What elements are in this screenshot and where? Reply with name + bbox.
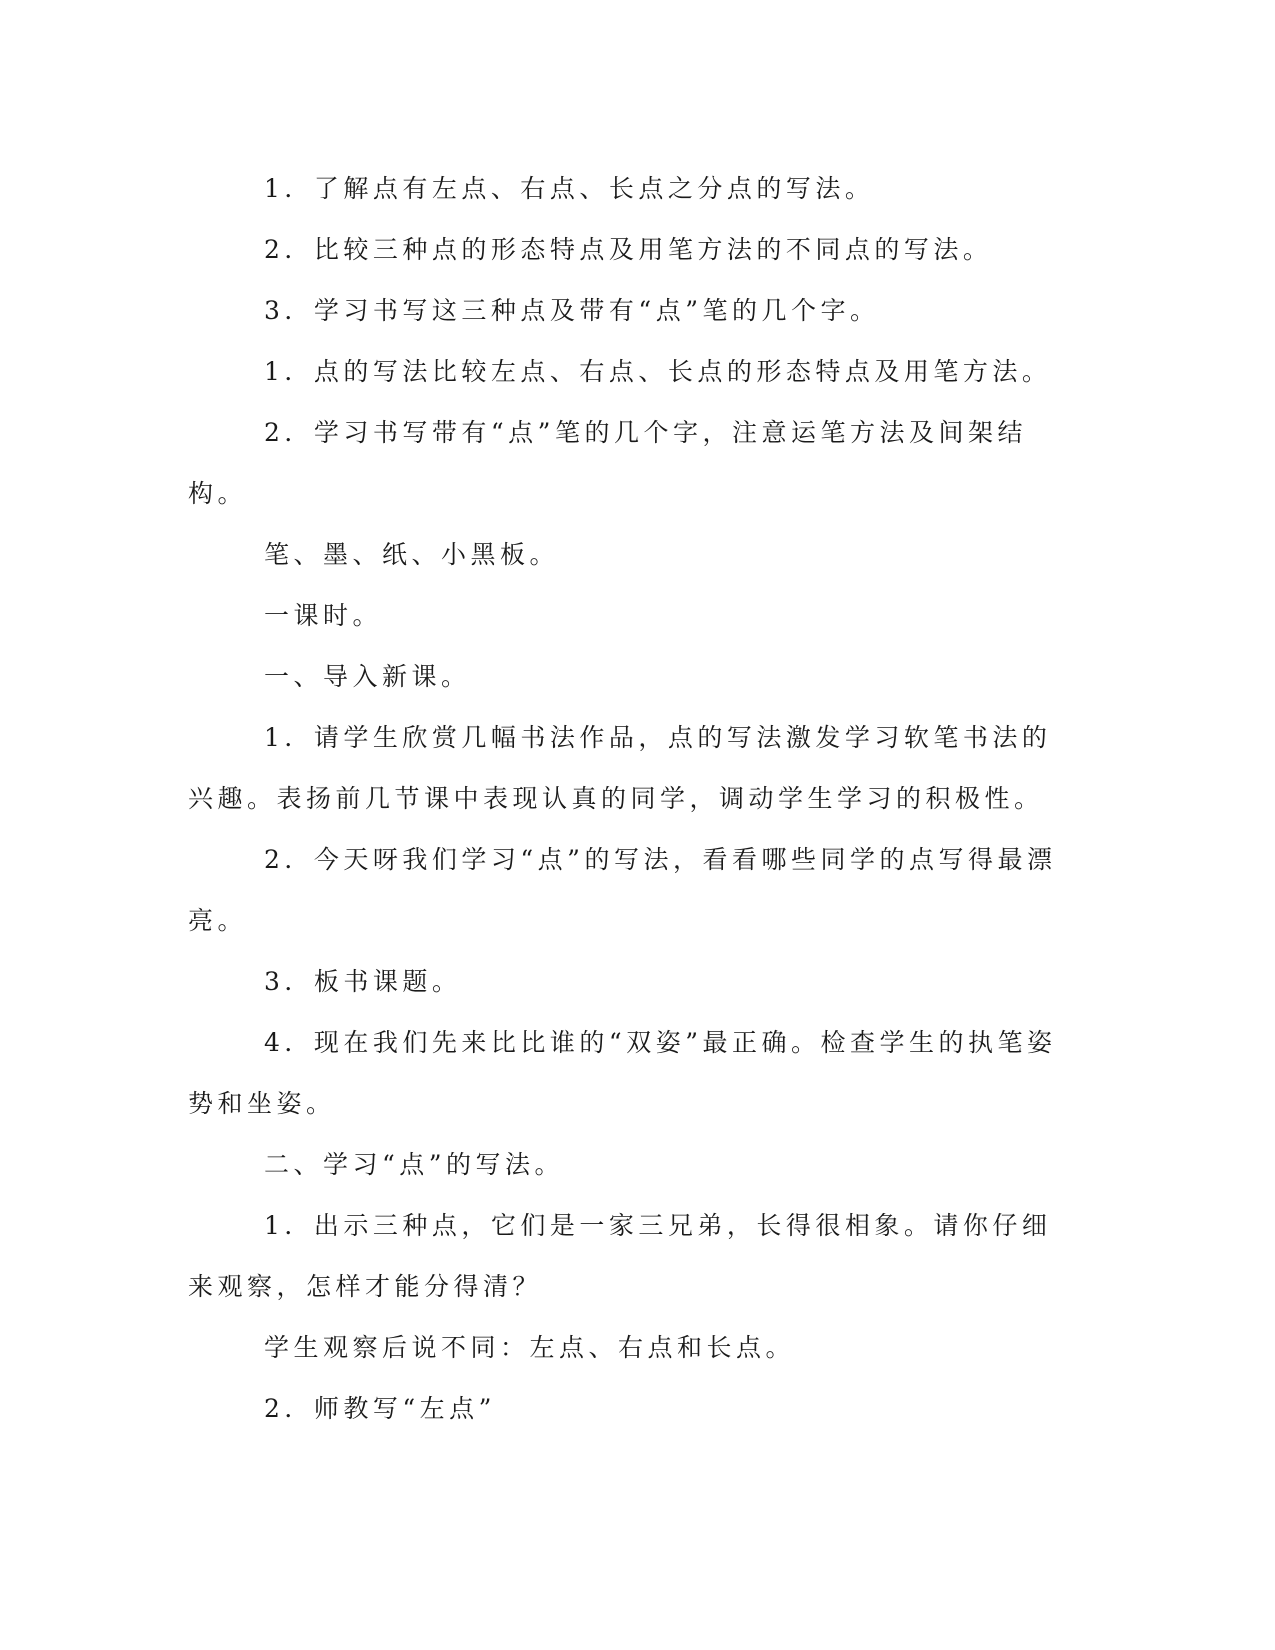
key-point-paragraph-2: 2．学习书写带有“点”笔的几个字，注意运笔方法及间架结构。	[188, 418, 1027, 508]
objective-paragraph-2: 2．比较三种点的形态特点及用笔方法的不同点的写法。	[264, 235, 993, 264]
intro-step-4: 4．现在我们先来比比谁的“双姿”最正确。检查学生的执笔姿势和坐姿。	[188, 1028, 1057, 1118]
objective-paragraph-1: 1．了解点有左点、右点、长点之分点的写法。	[264, 174, 875, 203]
dot-writing-step-2: 2．师教写“左点”	[264, 1394, 496, 1423]
materials-paragraph: 笔、墨、纸、小黑板。	[264, 540, 560, 569]
intro-step-3: 3．板书课题。	[264, 967, 462, 996]
intro-step-1: 1．请学生欣赏几幅书法作品，点的写法激发学习软笔书法的兴趣。表扬前几节课中表现认真的同学，调动学生学习的积极性。	[188, 723, 1052, 813]
intro-step-2: 2．今天呀我们学习“点”的写法，看看哪些同学的点写得最漂亮。	[188, 845, 1057, 935]
document-body	[188, 158, 1058, 1439]
duration-paragraph: 一课时。	[264, 601, 383, 630]
student-observation-paragraph: 学生观察后说不同：左点、右点和长点。	[264, 1333, 796, 1362]
section-heading-dot-writing: 二、学习“点”的写法。	[264, 1150, 565, 1179]
section-heading-intro: 一、导入新课。	[264, 662, 471, 691]
key-point-paragraph-1: 1．点的写法比较左点、右点、长点的形态特点及用笔方法。	[264, 357, 1052, 386]
dot-writing-step-1: 1．出示三种点，它们是一家三兄弟，长得很相象。请你仔细来观察，怎样才能分得清？	[188, 1211, 1052, 1301]
objective-paragraph-3: 3．学习书写这三种点及带有“点”笔的几个字。	[264, 296, 880, 325]
